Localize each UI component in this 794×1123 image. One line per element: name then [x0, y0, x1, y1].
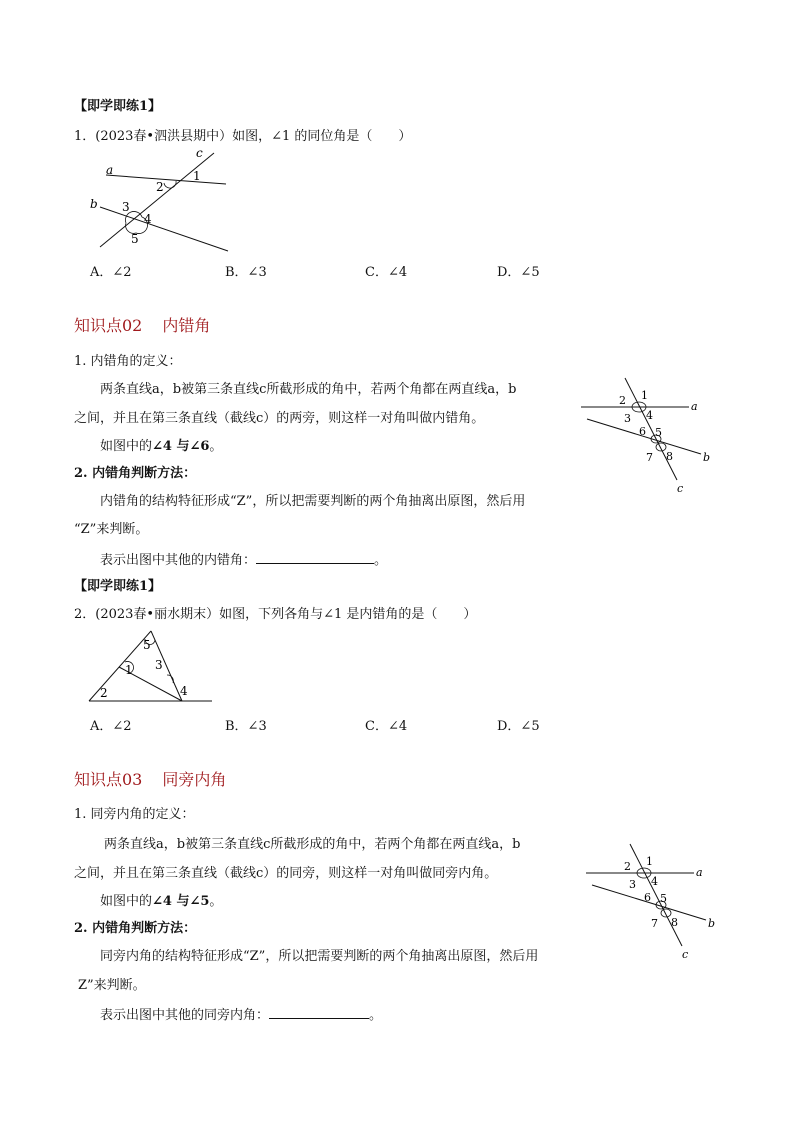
practice2-question: 2．(2023春•丽水期末）如图，下列各角与∠1 是内错角的是（ ） [74, 607, 477, 622]
label-2: 2 [156, 180, 164, 194]
kp03-task [100, 1004, 382, 1023]
label-b: b [90, 197, 98, 211]
kp03-method-line1: 同旁内角的结构特征形成“Z”，所以把需要判断的两个角抽离出原图，然后用 [100, 949, 539, 964]
kp02-method-line1: 内错角的结构特征形成“Z”，所以把需要判断的两个角抽离出原图，然后用 [100, 494, 526, 509]
kp02-method-line2: “Z”来判断。 [74, 522, 149, 537]
label-3: 3 [155, 658, 163, 672]
kp02-def-line1: 两条直线a，b被第三条直线c所截形成的角中，若两个角都在两直线a，b [100, 382, 517, 397]
option-c[interactable]: C．∠4 [365, 719, 408, 734]
label-8: 8 [666, 450, 673, 463]
kp02-title: 内错角 [162, 316, 211, 335]
kp03-example-prefix: 如图中的 [100, 894, 153, 909]
angle-arc [164, 181, 176, 188]
kp02-example-prefix: 如图中的 [100, 439, 153, 454]
label-8: 8 [671, 916, 678, 929]
label-4: 4 [651, 875, 658, 888]
label-a: a [696, 866, 703, 879]
label-4: 4 [144, 212, 152, 226]
label-5: 5 [660, 892, 667, 905]
label-b: b [708, 917, 716, 930]
option-a[interactable]: A．∠2 [90, 265, 132, 280]
kp02-example-angles: ∠4 与∠6 [152, 439, 210, 454]
label-2: 2 [619, 394, 626, 407]
label-6: 6 [639, 425, 646, 438]
kp02-answer-blank[interactable] [256, 553, 374, 564]
option-b[interactable]: B．∠3 [225, 265, 267, 280]
label-c: c [682, 948, 689, 961]
label-7: 7 [651, 917, 658, 930]
label-3: 3 [629, 878, 636, 891]
option-d[interactable]: D．∠5 [497, 265, 540, 280]
practice1-heading: 【即学即练1】 [74, 99, 162, 114]
kp03-task-text: 表示出图中其他的同旁内角： [100, 1008, 270, 1023]
label-2: 2 [100, 686, 108, 700]
angle-arc [656, 443, 666, 451]
practice2-heading: 【即学即练1】 [74, 579, 162, 594]
kp03-figure [580, 838, 730, 968]
kp03-method-line2: Z”来判断。 [78, 978, 146, 993]
kp02-task-end: 。 [374, 553, 388, 568]
label-4: 4 [646, 409, 653, 422]
practice2-figure [85, 625, 220, 705]
kp02-figure [575, 372, 725, 502]
kp03-method-title: 2. 内错角判断方法： [74, 921, 197, 936]
label-6: 6 [644, 891, 651, 904]
label-1: 1 [193, 169, 201, 183]
label-1: 1 [646, 855, 653, 868]
kp02-task-text: 表示出图中其他的内错角： [100, 553, 257, 568]
kp03-title: 同旁内角 [162, 770, 227, 789]
kp03-def-title: 1. 同旁内角的定义： [74, 807, 195, 822]
kp03-example [100, 890, 222, 909]
kp03-number: 知识点03 [74, 770, 143, 789]
line-c [625, 378, 677, 480]
label-3: 3 [624, 412, 631, 425]
label-4: 4 [180, 684, 188, 698]
kp03-heading [74, 767, 226, 790]
label-c: c [677, 482, 684, 495]
option-b[interactable]: B．∠3 [225, 719, 267, 734]
line-c [100, 153, 214, 247]
kp03-example-angles: ∠4 与∠5 [152, 894, 210, 909]
line-b [100, 207, 228, 251]
kp02-def-line2: 之间，并且在第三条直线（截线c）的两旁，则这样一对角叫做内错角。 [74, 411, 485, 426]
label-c: c [196, 146, 203, 160]
option-c[interactable]: C．∠4 [365, 265, 408, 280]
kp02-example [100, 435, 222, 454]
kp02-heading [74, 313, 210, 336]
kp03-answer-blank[interactable] [269, 1008, 369, 1019]
line-a [106, 175, 226, 184]
label-5: 5 [143, 638, 151, 652]
label-2: 2 [624, 860, 631, 873]
option-a[interactable]: A．∠2 [90, 719, 132, 734]
kp02-method-title: 2. 内错角判断方法： [74, 466, 197, 481]
kp02-number: 知识点02 [74, 316, 143, 335]
line-c [630, 844, 682, 946]
kp02-task [100, 549, 387, 568]
label-a: a [691, 400, 698, 413]
angle-arc [661, 909, 671, 917]
option-d[interactable]: D．∠5 [497, 719, 540, 734]
label-7: 7 [646, 451, 653, 464]
label-1: 1 [641, 389, 648, 402]
label-1: 1 [125, 663, 133, 677]
label-5: 5 [131, 232, 139, 246]
left-side [89, 631, 151, 701]
practice1-figure [80, 145, 240, 255]
kp03-example-suffix: 。 [209, 894, 223, 909]
label-a: a [106, 163, 114, 177]
kp03-task-end: 。 [369, 1008, 383, 1023]
kp03-def-line2: 之间，并且在第三条直线（截线c）的同旁，则这样一对角叫做同旁内角。 [74, 866, 498, 881]
kp02-def-title: 1. 内错角的定义： [74, 354, 182, 369]
practice1-question: 1．(2023春•泗洪县期中）如图，∠1 的同位角是（ ） [74, 129, 412, 144]
kp02-example-suffix: 。 [209, 439, 223, 454]
kp03-def-line1: 两条直线a，b被第三条直线c所截形成的角中，若两个角都在两直线a，b [104, 837, 521, 852]
label-b: b [703, 451, 711, 464]
label-3: 3 [122, 200, 130, 214]
label-5: 5 [655, 426, 662, 439]
